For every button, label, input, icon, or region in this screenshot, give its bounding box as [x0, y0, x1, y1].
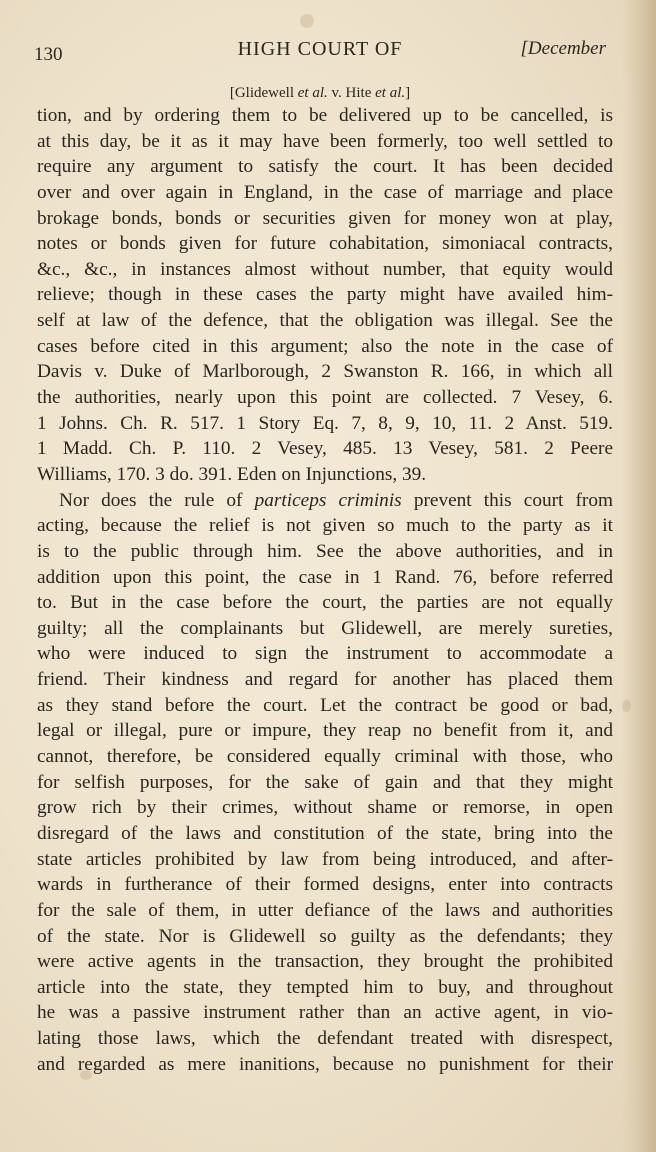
text-line: is to the public through him. See the above authorities, and in [37, 540, 613, 562]
text-line: to. But in the case before the court, the parties are not equally [37, 592, 613, 614]
foxing-spot [622, 700, 631, 712]
text-line: over and over again in England, in the case of marriage and place [37, 181, 613, 203]
text-line: grow rich by their crimes, without shame or remorse, in open [37, 797, 613, 819]
running-date: [December [520, 38, 606, 59]
text-line: wards in furtherance of their formed designs, enter into contracts [37, 874, 613, 896]
text-line: Davis v. Duke of Marlborough, 2 Swanston R. 166, in which all [37, 361, 613, 383]
running-title: HIGH COURT OF [237, 38, 403, 60]
text-line: cases before cited in this argument; also the note in the case of [37, 335, 613, 357]
text-line: were active agents in the transaction, they brought the prohibited [37, 951, 613, 973]
text-line: and regarded as mere inanitions, because no punishment for their [37, 1053, 613, 1075]
text-span: Nor does the rule of [59, 489, 255, 511]
text-line: Williams, 170. 3 do. 391. Eden on Injunctions, 39. [37, 463, 427, 485]
page-edge-shadow [622, 0, 656, 1152]
caption-text: v. Hite [327, 85, 376, 101]
text-line: relieve; though in these cases the party might have availed him- [37, 284, 613, 306]
text-line: acting, because the relief is not given so much to the party as it [37, 515, 613, 537]
running-header [34, 38, 606, 68]
text-line: article into the state, they tempted him to buy, and throughout [37, 976, 613, 998]
text-line: require any argument to satisfy the court. It has been decided [37, 156, 613, 178]
text-line: self at law of the defence, that the obligation was illegal. See the [37, 310, 613, 332]
text-line: of the state. Nor is Glidewell so guilty as the defendants; they [37, 925, 613, 947]
text-line: who were induced to sign the instrument to accommodate a [37, 643, 613, 665]
text-line: the authorities, nearly upon this point are collected. 7 Vesey, 6. [37, 387, 613, 409]
page-number: 130 [34, 44, 63, 65]
text-line: lating those laws, which the defendant treated with disrespect, [37, 1028, 613, 1050]
paragraph-start-line [37, 488, 613, 514]
text-line: brokage bonds, bonds or securities given for money won at play, [37, 207, 613, 229]
caption-italic: et al. [297, 85, 328, 101]
text-line: cannot, therefore, be considered equally criminal with those, who [37, 746, 613, 768]
text-line: tion, and by ordering them to be delivered up to be cancelled, is [37, 105, 613, 126]
text-line: disregard of the laws and constitution of the state, bring into the [37, 822, 613, 844]
text-line: he was a passive instrument rather than an active agent, in vio- [37, 1002, 613, 1024]
body-text [37, 103, 613, 1077]
text-line: addition upon this point, the case in 1 Rand. 76, before referred [37, 566, 613, 588]
caption-text: [Glidewell [229, 85, 298, 101]
caption-text: ] [405, 85, 411, 101]
latin-term: particeps criminis [254, 489, 402, 511]
foxing-spot [300, 14, 314, 28]
text-line: state articles prohibited by law from being introduced, and after- [37, 848, 613, 870]
case-caption [0, 85, 640, 102]
text-line: at this day, be it as it may have been formerly, too well settled to [37, 130, 613, 152]
text-line: guilty; all the complainants but Glidewell, are merely sureties, [37, 617, 613, 639]
text-line: &c., &c., in instances almost without number, that equity would [37, 258, 613, 280]
text-line: legal or illegal, pure or impure, they reap no benefit from it, and [37, 720, 613, 742]
text-line: friend. Their kindness and regard for another has placed them [37, 669, 613, 691]
text-line: as they stand before the court. Let the contract be good or bad, [37, 694, 613, 716]
text-span: prevent this court from [401, 489, 613, 511]
text-line: 1 Johns. Ch. R. 517. 1 Story Eq. 7, 8, 9, 10, 11. 2 Anst. 519. [37, 412, 613, 434]
text-line: for selfish purposes, for the sake of gain and that they might [37, 771, 613, 793]
text-line: 1 Madd. Ch. P. 110. 2 Vesey, 485. 13 Vesey, 581. 2 Peere [37, 438, 613, 460]
text-line: notes or bonds given for future cohabitation, simoniacal contracts, [37, 233, 613, 255]
text-line: for the sale of them, in utter defiance of the laws and authorities [37, 899, 613, 921]
caption-italic: et al. [375, 85, 406, 101]
